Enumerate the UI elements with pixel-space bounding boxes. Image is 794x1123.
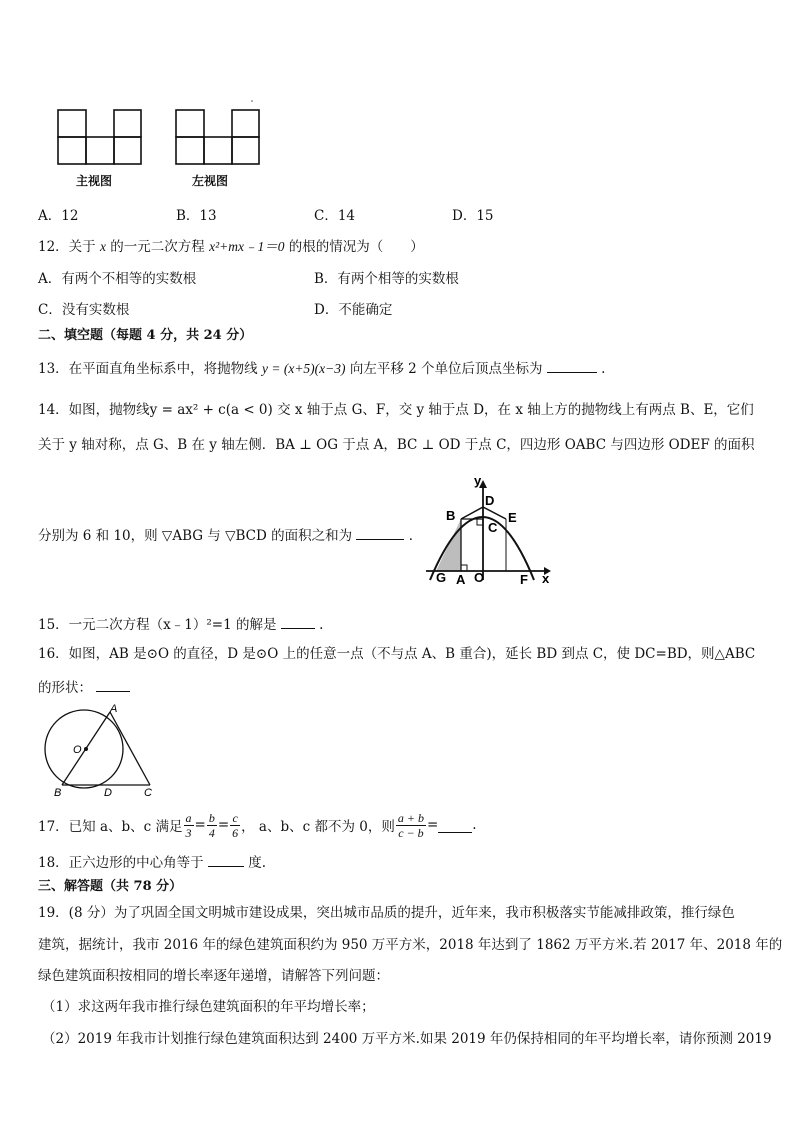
parabola-diagram — [424, 476, 556, 588]
q11-option-b: B．13 — [176, 208, 217, 224]
q15-end: . — [319, 617, 324, 633]
fig-label-b: B — [446, 508, 456, 523]
q17-pre: 17．已知 a、b、c 满足 — [38, 819, 183, 835]
q14-end: ． — [408, 528, 423, 544]
q12-stem — [38, 238, 424, 256]
q12-var-x: x — [99, 239, 106, 254]
fig-label-a: A — [110, 703, 118, 715]
q15-text — [38, 614, 323, 634]
circle-figure — [40, 702, 160, 798]
q15-answer-blank — [281, 614, 315, 629]
q19-sub-2: （2）2019 年我市计划推行绿色建筑面积达到 2400 万平方米.如果 2019 年仍保持相同的年平均增长率，请你预测 2019 — [42, 1031, 772, 1047]
q11-option-c: C．14 — [314, 208, 356, 224]
fig-label-o: O — [474, 570, 485, 585]
q13-answer-blank — [547, 358, 597, 373]
q14-line-1: 14．如图，抛物线y = ax² + c(a < 0) 交 x 轴于点 G、F，交 y 轴于点 D，在 x 轴上方的抛物线上有两点 B、E，它们 — [38, 402, 754, 418]
q19-sub-1: （1）求这两年我市推行绿色建筑面积的年平均增长率； — [42, 999, 375, 1015]
q13-pre: 13．在平面直角坐标系中，将抛物线 — [38, 361, 258, 377]
front-view-label: 主视图 — [76, 174, 113, 188]
q19-line-3: 绿色建筑面积按相同的增长率逐年递增，请解答下列问题： — [38, 968, 389, 984]
fraction-c-over-6: $\frac{c}{6}$ — [232, 810, 239, 840]
fraction-target: $\frac{a + b}{c - b}$ — [397, 810, 424, 840]
fig-label-a: A — [456, 572, 466, 587]
q13-formula: y = (x+5)(x−3) — [261, 361, 346, 376]
q13-end: . — [601, 361, 606, 377]
q18-pre: 18．正六边形的中心角等于 — [38, 855, 204, 871]
q13-post: 向左平移 2 个单位后顶点坐标为 — [349, 361, 543, 377]
q16-answer-blank — [96, 677, 130, 692]
section-3-heading: 三、解答题（共 78 分） — [38, 879, 183, 894]
q12-equation: x²+mx﹣1＝0 — [209, 239, 285, 254]
q19-line-1: 19．(8 分）为了巩固全国文明城市建设成果，突出城市品质的提升，近年来，我市积极落实节能减排政策，推行绿色 — [38, 905, 735, 921]
q12-stem-pre: 12．关于 — [38, 239, 96, 255]
q17-end: . — [472, 817, 477, 833]
left-view-label: 左视图 — [192, 174, 229, 188]
fig-label-b: B — [54, 787, 62, 798]
q19-line-2: 建筑，据统计，我市 2016 年的绿色建筑面积约为 950 万平方米，2018 年达到了 1862 万平方米.若 2017 年、2018 年的 — [38, 937, 783, 953]
fig-label-f: F — [520, 572, 528, 587]
q17-answer-blank — [438, 818, 472, 833]
q12-stem-post: 的根的情况为（ ） — [288, 239, 424, 255]
front-view-figure — [50, 98, 150, 190]
right-angle-a — [461, 565, 467, 571]
q18-post: 度. — [248, 855, 267, 871]
fig-label-o: O — [73, 744, 82, 756]
fig-label-c: C — [488, 520, 498, 535]
fig-label-c: C — [144, 787, 152, 798]
circle-diagram — [40, 702, 160, 798]
q15-pre: 15．一元二次方程（x﹣1）²=1 的解是 — [38, 617, 277, 633]
section-2-heading: 二、填空题（每题 4 分，共 24 分） — [38, 328, 253, 343]
fig-label-d: D — [485, 493, 495, 508]
q17-mid: ， a、b、c 都不为 0，则 — [241, 819, 395, 835]
q12-option-b: B．有两个相等的实数根 — [314, 271, 459, 287]
q14-line-3-text: 分别为 6 和 10，则 ▽ABG 与 ▽BCD 的面积之和为 — [38, 528, 353, 544]
q12-option-c: C．没有实数根 — [38, 302, 130, 318]
q11-option-d: D．15 — [452, 208, 494, 224]
center-dot — [84, 747, 88, 751]
q12-option-a: A．有两个不相等的实数根 — [38, 271, 197, 287]
fig-label-y: y — [474, 476, 482, 488]
q16-line-2-text: 的形状： — [38, 680, 92, 696]
q18-text — [38, 852, 266, 872]
q14-answer-blank — [356, 525, 404, 540]
q16-line-1: 16．如图，AB 是⊙O 的直径，D 是⊙O 上的任意一点（不与点 A、B 重合)，延长 BD 到点 C，使 DC=BD，则△ABC — [38, 646, 756, 662]
q13-text — [38, 358, 605, 378]
fraction-b-over-4: $\frac{b}{4}$ — [208, 810, 215, 840]
segment-ac — [110, 712, 150, 785]
q11-option-a: A．12 — [38, 208, 79, 224]
fraction-a-over-3: $\frac{a}{3}$ — [185, 810, 192, 840]
parabola-figure — [424, 476, 556, 588]
q17-text: 17．已知 a、b、c 满足 $\frac{a}{3}$ = $\frac{b}{4}$ = $\frac{c}{6}$ ， a、b、c 都不为 0，则 $\frac{a + b}{c - b}$ = . — [38, 810, 477, 840]
fig-label-x: x — [542, 571, 550, 586]
fig-label-d: D — [104, 787, 112, 798]
left-view-figure — [168, 98, 268, 190]
q16-line-2 — [38, 677, 130, 697]
q12-option-d: D．不能确定 — [314, 302, 393, 318]
fig-label-e: E — [508, 510, 517, 525]
q14-line-3 — [38, 525, 422, 545]
q14-line-2: 关于 y 轴对称，点 G、B 在 y 轴左侧．BA ⊥ OG 于点 A，BC ⊥ OD 于点 C，四边形 OABC 与四边形 ODEF 的面积 — [38, 437, 755, 453]
fig-label-g: G — [436, 570, 447, 585]
q18-answer-blank — [208, 852, 244, 867]
q12-stem-mid: 的一元二次方程 — [110, 239, 205, 255]
